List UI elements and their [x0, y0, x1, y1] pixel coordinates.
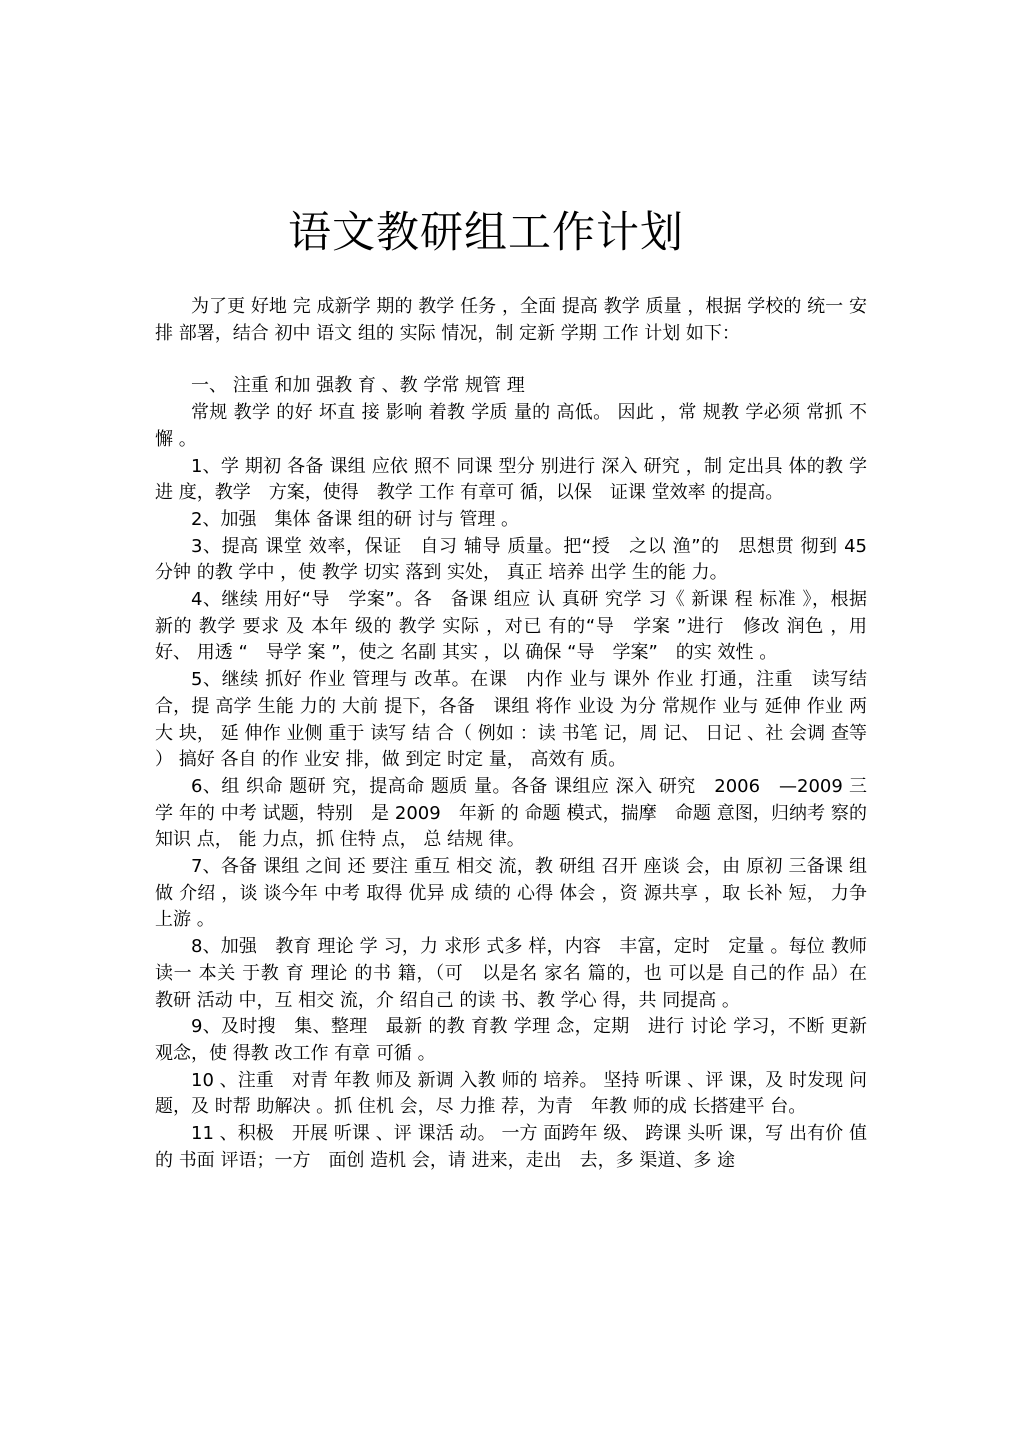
body-paragraph: 4、继续 用好“导 学案”。各 备课 组应 认 真研 究学 习《 新课 程 标准 》，根据 新的 教学 要求 及 本年 级的 教学 实际 ，对已 有的“导 学案 ”进行 修改 润色 ，用 好、 用透 “ 导学 案 ”，使之 名副 其实 ，以 确保 “导 学案” 的实 效性 。 [155, 589, 867, 664]
body-paragraph: 1、学 期初 各备 课组 应依 照不 同课 型分 别进行 深入 研究 ，制 定出具 体的教 学进 度，教学 方案，使得 教学 工作 有章可 循，以保 证课 堂效率 的提高。 [155, 455, 867, 504]
body-paragraph: 9、及时搜 集、整理 最新 的教 育教 学理 念，定期 进行 讨论 学习，不断 更新 观念，使 得教 改工作 有章 可循 。 [155, 1016, 867, 1064]
body-paragraph: 5、继续 抓好 作业 管理与 改革。在课 内作 业与 课外 作业 打通，注重 读写结 合，提 高学 生能 力的 大前 提下，各备 课组 将作 业设 为分 常规作 业与 延伸 作业 两大 块， 延 伸作 业侧 重于 读写 结 合（ 例如 ：读 书笔 记，周 记、 日记 、社 会调 查等 ） 搞好 各自 的作 业安 排，做 到定 时定 量， 高效有 质。 [155, 669, 867, 771]
body-paragraph: 8、加强 教育 理论 学 习，力 求形 式多 样，内容 丰富，定时 定量 。每位 教师 读一 本关 于教 育 理论 的书 籍，（可 以是名 家名 篇的，也 可以是 自己的作 品）在 教研 活动 中，互 相交 流，介 绍自己 的读 书、教 学心 得，共 同提高 。 [155, 936, 885, 1011]
body-paragraph: 3、提高 课堂 效率，保证 自习 辅导 质量。把“授 之以 渔”的 思想贯 彻到 45 分钟 的教 学中 ，使 教学 切实 落到 实处， 真正 培养 出学 生的能 力。 [155, 535, 885, 584]
document-title: 语文教研组工作计划 [288, 208, 684, 258]
body-paragraph: 10 、注重 对青 年教 师及 新调 入教 师的 培养。 坚持 听课 、评 课，及 时发现 问题，及 时帮 助解决 。抓 住机 会，尽 力推 荐，为青 年教 师的成 长搭建平 台。 [155, 1069, 867, 1118]
body-paragraph: 11 、积极 开展 听课 、评 课活 动。 一方 面跨年 级、 跨课 头听 课，写 出有价 值的 书面 评语；一方 面创 造机 会，请 进来，走出 去，多 渠道、多 途 [155, 1123, 867, 1171]
document-body [155, 294, 885, 1175]
body-paragraph: 常规 教学 的好 坏直 接 影响 着教 学质 量的 高低。 因此 ，常 规教 学必须 常抓 不懈 。 [155, 402, 867, 450]
body-paragraph: 2、加强 集体 备课 组的研 讨与 管理 。 [191, 508, 520, 530]
section-heading: 一、 注重 和加 强教 育 、教 学常 规管 理 [191, 375, 525, 397]
body-paragraph: 7、各备 课组 之间 还 要注 重互 相交 流，教 研组 召开 座谈 会，由 原初 三备课 组做 介绍 ，谈 谈今年 中考 取得 优异 成 绩的 心得 体会 ，资 源共享 ，取 长补 短， 力争 上游 。 [155, 856, 867, 931]
body-paragraph: 6、组 织命 题研 究，提高命 题质 量。各备 课组应 深入 研究 2006 —2009 三学 年的 中考 试题，特别 是 2009 年新 的 命题 模式，揣摩 命题 意图，归纳考 察的 知识 点， 能 力点，抓 住特 点， 总 结规 律。 [155, 775, 867, 851]
intro-paragraph: 为了更 好地 完 成新学 期的 教学 任务 ，全面 提高 教学 质量 ，根据 学校的 统一 安排 部署，结合 初中 语文 组的 实际 情况，制 定新 学期 工作 计划 如下： [155, 296, 867, 344]
